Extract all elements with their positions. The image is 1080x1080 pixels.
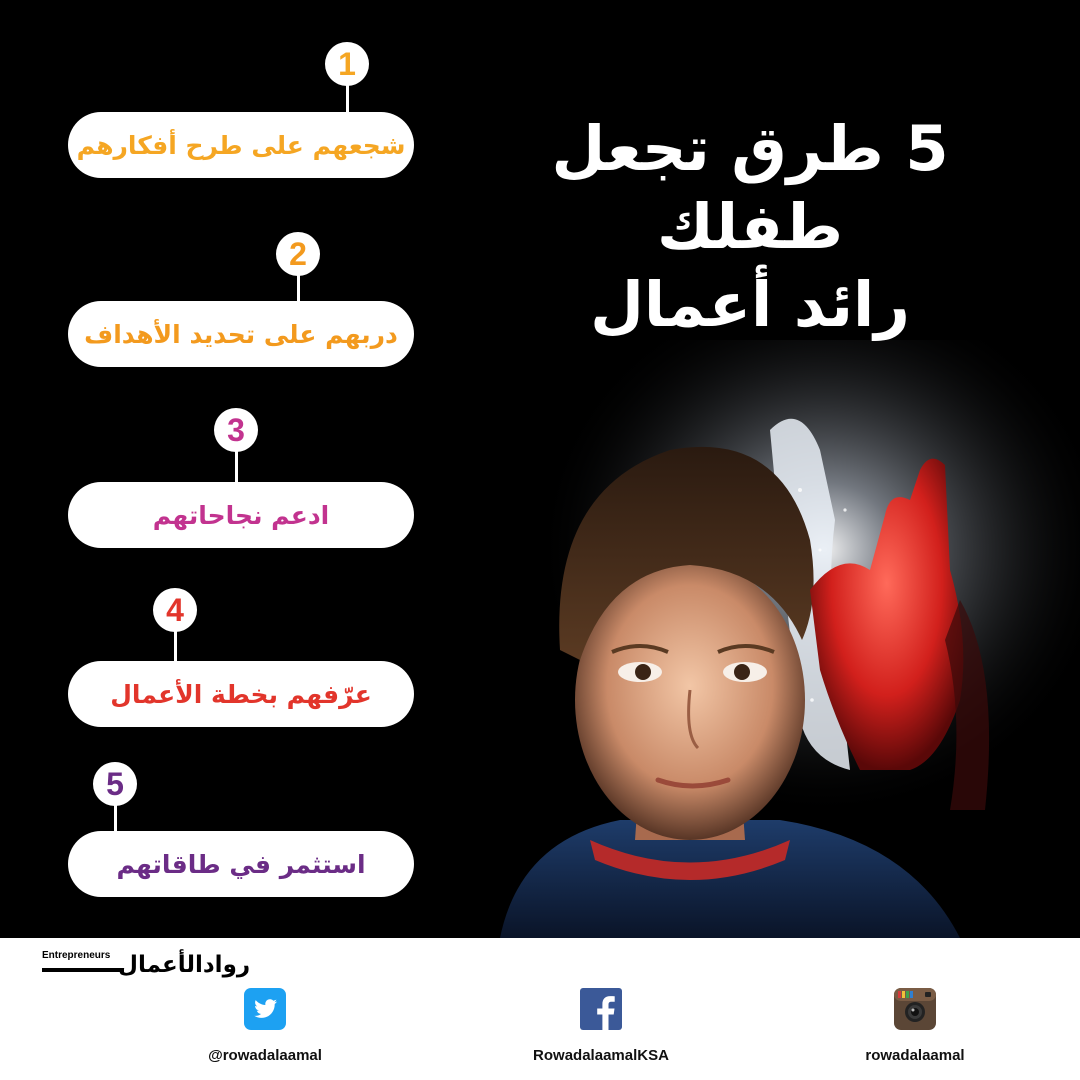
twitter-icon [244, 988, 286, 1030]
step-1-pill: شجعهم على طرح أفكارهم [68, 112, 414, 178]
step-3-badge: 3 [214, 408, 258, 452]
step-5-badge: 5 [93, 762, 137, 806]
step-4-connector [174, 628, 177, 662]
brand-arabic: روادالأعمال [118, 952, 251, 978]
step-5-pill: استثمر في طاقاتهم [68, 831, 414, 897]
social-twitter[interactable] [155, 988, 375, 1064]
step-2-connector [297, 272, 300, 304]
facebook-icon [580, 988, 622, 1030]
step-4-badge: 4 [153, 588, 197, 632]
title-line-2: رائد أعمال [590, 268, 910, 341]
instagram-icon [894, 988, 936, 1030]
boy-photo [440, 340, 1080, 938]
step-4-pill: عرّفهم بخطة الأعمال [68, 661, 414, 727]
step-5-connector [114, 802, 117, 834]
facebook-handle: RowadalaamalKSA [533, 1047, 669, 1064]
twitter-handle: @rowadalaamal [208, 1047, 322, 1064]
title-line-1: 5 طرق تجعل طفلك [551, 112, 949, 263]
brand-logo [42, 950, 251, 984]
step-2-badge: 2 [276, 232, 320, 276]
step-1-badge: 1 [325, 42, 369, 86]
brand-rule [42, 968, 124, 972]
footer [0, 938, 1080, 1080]
page-title [470, 110, 1030, 344]
step-3-connector [235, 448, 238, 484]
step-2-pill: دربهم على تحديد الأهداف [68, 301, 414, 367]
step-3-pill: ادعم نجاحاتهم [68, 482, 414, 548]
instagram-handle: rowadalaamal [865, 1047, 965, 1064]
step-1-connector [346, 82, 349, 114]
social-instagram[interactable] [805, 988, 1025, 1064]
brand-english: Entrepreneurs [42, 950, 111, 961]
social-facebook[interactable] [491, 988, 711, 1064]
